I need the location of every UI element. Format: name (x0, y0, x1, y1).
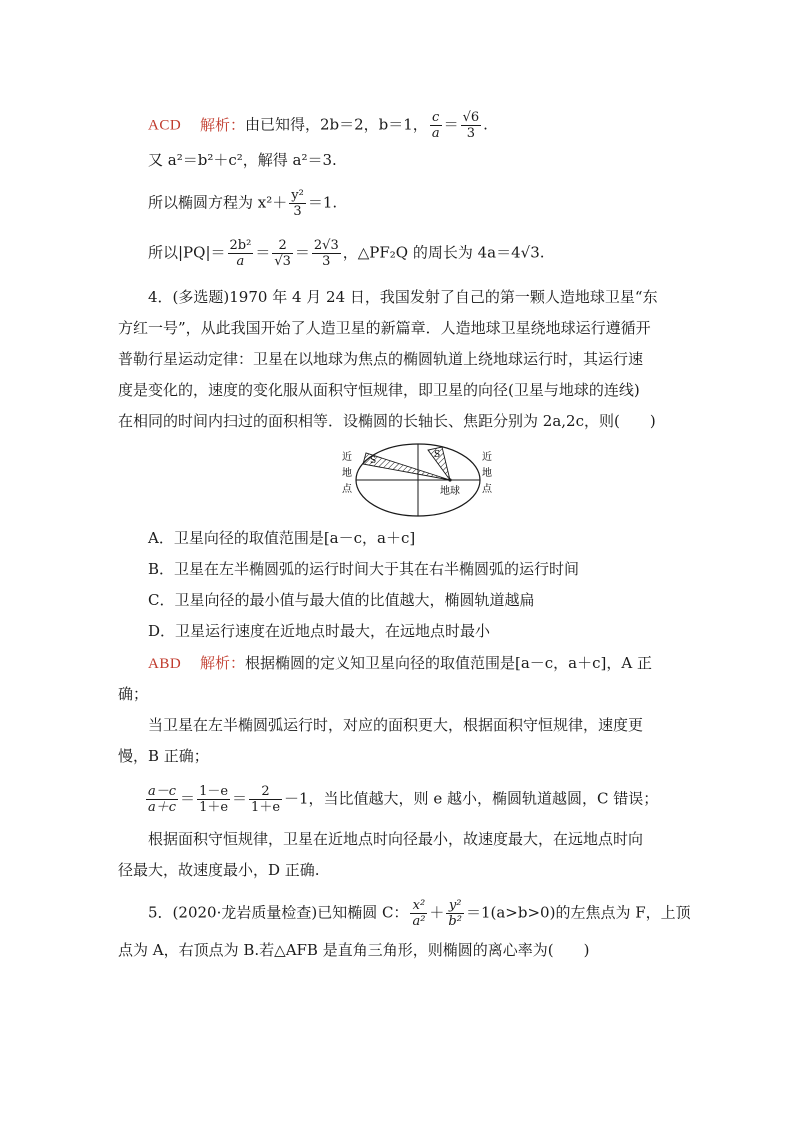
question4-line5: 在相同的时间内扫过的面积相等．设椭圆的长轴长、焦距分别为 2a,2c，则( ) (118, 412, 656, 430)
solution4-text-1: 根据椭圆的定义知卫星向径的取值范围是[a－c，a＋c]，A 正 (244, 654, 652, 672)
solution3-line2: 又 a²＝b²＋c²，解得 a²＝3. (148, 151, 337, 169)
frac-num: √6 (462, 110, 480, 125)
fraction-a-c-over-a-c (146, 784, 178, 815)
frac-num: 2√3 (313, 238, 339, 253)
solution4-line1 (148, 653, 652, 674)
solution4-line7: 径最大，故速度最小，D 正确. (118, 861, 320, 879)
fraction-y2-over-b2 (446, 898, 464, 929)
perimeter-text: ，△PF₂Q 的周长为 4a＝4√3. (342, 243, 545, 262)
ellipse-eq-prefix: 所以椭圆方程为 x²＋ (148, 193, 288, 212)
frac-num: 2 (249, 784, 282, 800)
fraction-x2-over-a2 (410, 898, 427, 929)
frac-den: √3 (274, 254, 291, 269)
frac-num: y² (446, 898, 464, 914)
solution4-line4: 慢，B 正确； (118, 747, 209, 765)
s-label-left: S (370, 456, 377, 466)
left-label-1: 近 (342, 452, 352, 463)
solution3-line3 (148, 188, 337, 219)
option-b: B．卫星在左半椭圆弧的运行时间大于其在右半椭圆弧的运行时间 (148, 560, 580, 578)
equals-sign: ＝ (443, 115, 459, 134)
earth-focus-dot (448, 478, 451, 481)
ellipse-orbit-figure (330, 436, 500, 522)
solution3-line1 (148, 110, 488, 141)
ellipse-eq-suffix: ＝1. (307, 193, 338, 212)
right-label-3: 点 (482, 484, 492, 495)
frac-den: a (236, 254, 245, 269)
frac-num: a－c (148, 784, 177, 799)
solution4-line6: 根据面积守恒规律，卫星在近地点时向径最小，故速度最大，在远地点时向 (148, 830, 644, 848)
frac-den: a＋c (148, 800, 177, 815)
frac-num: 2 (272, 238, 293, 254)
frac-num: c (430, 110, 442, 126)
solution4-text-5: －1，当比值越大，则 e 越小，椭圆轨道越圆，C 错误； (284, 789, 659, 808)
fraction-sqrt6-over-3 (461, 110, 482, 141)
frac-num: 2b² (229, 238, 252, 253)
analysis-tag: 解析： (199, 115, 245, 134)
solution3-text-1: 由已知得，2b＝2，b＝1， (244, 115, 428, 134)
fraction-2-over-sqrt3 (272, 238, 293, 269)
analysis-tag: 解析： (199, 654, 245, 672)
earth-label: 地球 (440, 486, 460, 497)
question4-line1: 4．(多选题)1970 年 4 月 24 日，我国发射了自己的第一颗人造地球卫星“东 (148, 288, 658, 306)
frac-den: 3 (466, 126, 476, 141)
left-label-2: 地 (342, 468, 352, 479)
answer-acd: ACD (148, 117, 182, 134)
frac-den: a² (412, 914, 426, 929)
fraction-2b2-over-a (228, 238, 254, 269)
frac-num: x² (410, 898, 427, 914)
fraction-y2-over-3 (289, 188, 306, 219)
solution4-line3: 当卫星在左半椭圆弧运行时，对应的面积更大，根据面积守恒规律，速度更 (148, 716, 644, 734)
question5-prefix: 5．(2020·龙岩质量检查)已知椭圆 C： (148, 903, 409, 922)
solution4-line5: $\frac{a-c}{a+c}$ ＝ $\frac{1-e}{1+e}$ ＝ $\frac{2}{1+e}$ －1，当比值越大，则 e 越小，椭圆轨道越圆，C 错误； (148, 784, 659, 815)
frac-den: 1＋e (199, 800, 229, 815)
frac-den: b² (448, 914, 462, 929)
solution4-line2: 确； (118, 685, 149, 703)
s-label-right: S (434, 450, 441, 460)
frac-den: 1＋e (251, 800, 281, 815)
question5-line1 (148, 898, 691, 929)
frac-num: y² (291, 188, 304, 203)
option-d: D．卫星运行速度在近地点时最大，在远地点时最小 (148, 622, 491, 640)
answer-abd: ABD (148, 656, 182, 672)
frac-den: 3 (293, 204, 302, 219)
option-a: A．卫星向径的取值范围是[a－c，a＋c] (148, 529, 416, 547)
question5-suffix: ＝1(a>b>0)的左焦点为 F，上顶 (465, 903, 691, 922)
frac-den: a (431, 126, 440, 141)
frac-den: 3 (322, 254, 331, 269)
option-c: C．卫星向径的最小值与最大值的比值越大，椭圆轨道越扁 (148, 591, 535, 609)
solution3-line4: 所以|PQ|＝ $\frac{\text{2b²}}{a}$ ＝ $\frac{2}{√3}$ ＝ $\frac{2√3}{3}$ ，△PF₂Q 的周长为 4a＝4√3. (148, 238, 545, 269)
right-label-1: 近 (482, 452, 492, 463)
fraction-c-over-a (430, 110, 442, 141)
fraction-1-e-over-1-e (197, 784, 230, 815)
plus-sign: ＋ (429, 903, 445, 922)
pq-prefix: 所以|PQ|＝ (148, 243, 226, 262)
left-label-3: 点 (342, 484, 352, 495)
fraction-2-over-1-e (249, 784, 282, 815)
fraction-2sqrt3-over-3 (312, 238, 341, 269)
question4-line4: 度是变化的，速度的变化服从面积守恒规律，即卫星的向径(卫星与地球的连线) (118, 381, 640, 399)
right-label-2: 地 (482, 468, 492, 479)
question4-line3: 普勒行星运动定律：卫星在以地球为焦点的椭圆轨道上绕地球运行时，其运行速 (118, 350, 644, 368)
question5-line2: 点为 A，右顶点为 B.若△AFB 是直角三角形，则椭圆的离心率为( ) (118, 941, 590, 959)
question4-line2: 方红一号”，从此我国开始了人造卫星的新篇章．人造地球卫星绕地球运行遵循开 (118, 319, 651, 337)
frac-num: 1－e (199, 784, 229, 799)
period: . (483, 115, 488, 134)
